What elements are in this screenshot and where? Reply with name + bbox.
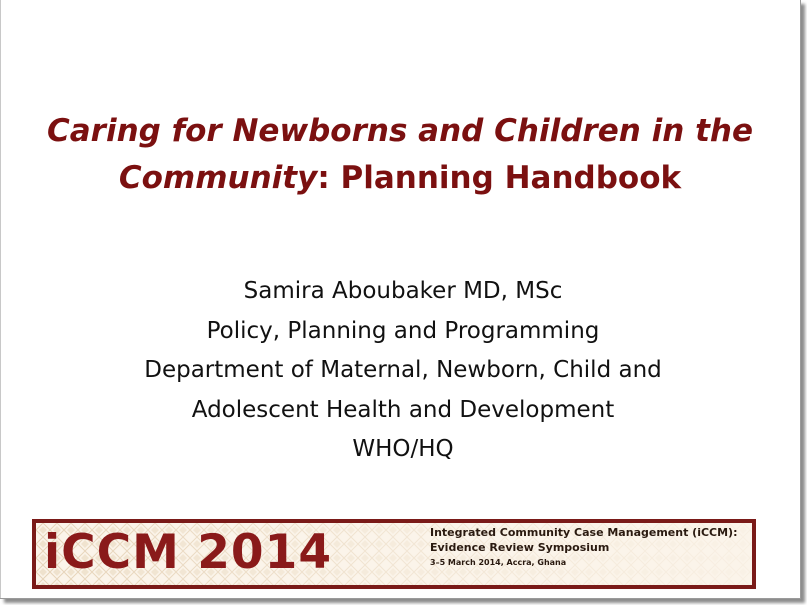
banner-event-date-location: 3–5 March 2014, Accra, Ghana [430, 558, 567, 567]
author-department-line2: Adolescent Health and Development [191, 396, 615, 423]
slide-title [0, 108, 800, 202]
author-block [0, 272, 801, 470]
event-banner [32, 519, 756, 589]
banner-event-subtitle: Evidence Review Symposium [430, 541, 610, 554]
author-unit: Policy, Planning and Programming [206, 317, 600, 344]
banner-event-info [430, 525, 737, 570]
author-organization: WHO/HQ [352, 436, 454, 462]
title-italic: Caring for Newborns and Children in the Community [46, 113, 753, 196]
banner-event-title: Integrated Community Case Management (iCCM): [430, 526, 738, 539]
iccm-logo: iCCM 2014 [44, 525, 333, 580]
title-subtitle: : Planning Handbook [317, 160, 682, 196]
author-department-line1: Department of Maternal, Newborn, Child and [144, 357, 662, 383]
author-name: Samira Aboubaker MD, MSc [243, 278, 563, 304]
